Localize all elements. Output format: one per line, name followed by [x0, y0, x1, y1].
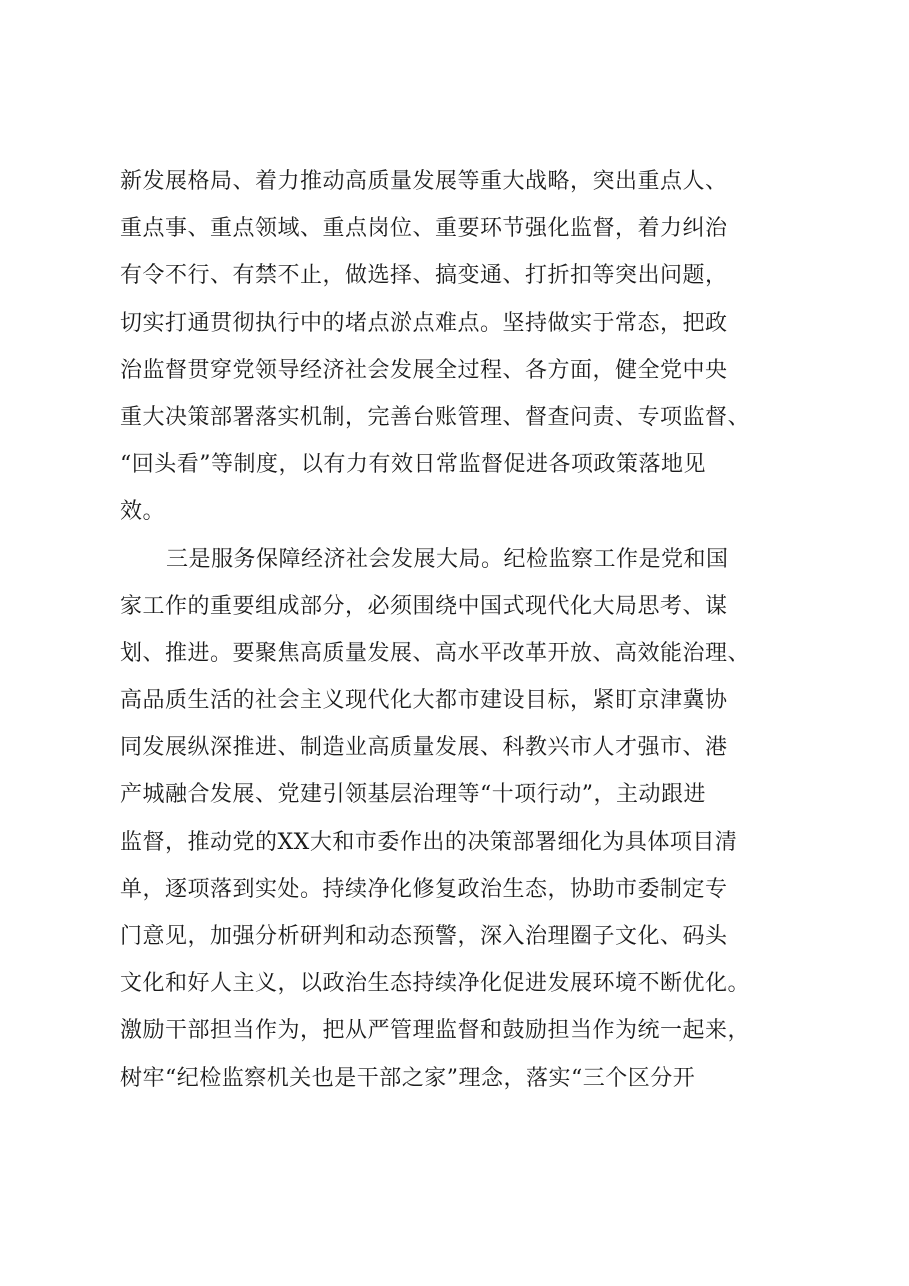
text-line-14: 产城融合发展、党建引领基层治理等“十项行动”，主动跟进 [120, 782, 706, 808]
text-line-16: 单，逐项落到实处。持续净化修复政治生态，协助市委制定专 [120, 876, 728, 902]
text-line-10: 家工作的重要组成部分，必须围绕中国式现代化大局思考、谋 [120, 593, 728, 619]
text-line-2: 重点事、重点领域、重点岗位、重要环节强化监督，着力纠治 [120, 216, 728, 242]
text-line-12: 高品质生活的社会主义现代化大都市建设目标，紧盯京津冀协 [120, 688, 728, 714]
text-line-3: 有令不行、有禁不止，做选择、搞变通、打折扣等突出问题， [120, 263, 728, 289]
text-line-18: 文化和好人主义，以政治生态持续净化促进发展环境不断优化。 [120, 971, 751, 997]
text-line-7: “回头看”等制度，以有力有效日常监督促进各项政策落地见 [120, 452, 706, 478]
text-line-5: 治监督贯穿党领导经济社会发展全过程、各方面，健全党中央 [120, 357, 728, 383]
text-line-8: 效。 [120, 499, 166, 525]
text-line-17: 门意见，加强分析研判和动态预警，深入治理圈子文化、码头 [120, 924, 728, 949]
text-line-11: 划、推进。要聚焦高质量发展、高水平改革开放、高效能治理、 [120, 640, 751, 666]
text-line-6: 重大决策部署落实机制，完善台账管理、督查问责、专项监督、 [120, 404, 751, 430]
text-line-20: 树牢“纪检监察机关也是干部之家”理念，落实“三个区分开 [120, 1065, 696, 1091]
paragraph-start-line: 三是服务保障经济社会发展大局。纪检监察工作是党和国 [166, 546, 729, 572]
text-line-13: 同发展纵深推进、制造业高质量发展、科教兴市人才强市、港 [120, 735, 728, 761]
body-text [120, 158, 810, 1102]
text-line-4: 切实打通贯彻执行中的堵点淤点难点。坚持做实于常态，把政 [120, 310, 728, 336]
text-line-1: 新发展格局、着力推动高质量发展等重大战略，突出重点人、 [120, 169, 728, 194]
text-line-15: 监督，推动党的XX大和市委作出的决策部署细化为具体项目清 [120, 829, 738, 855]
text-line-19: 激励干部担当作为，把从严管理监督和鼓励担当作为统一起来， [120, 1018, 751, 1044]
